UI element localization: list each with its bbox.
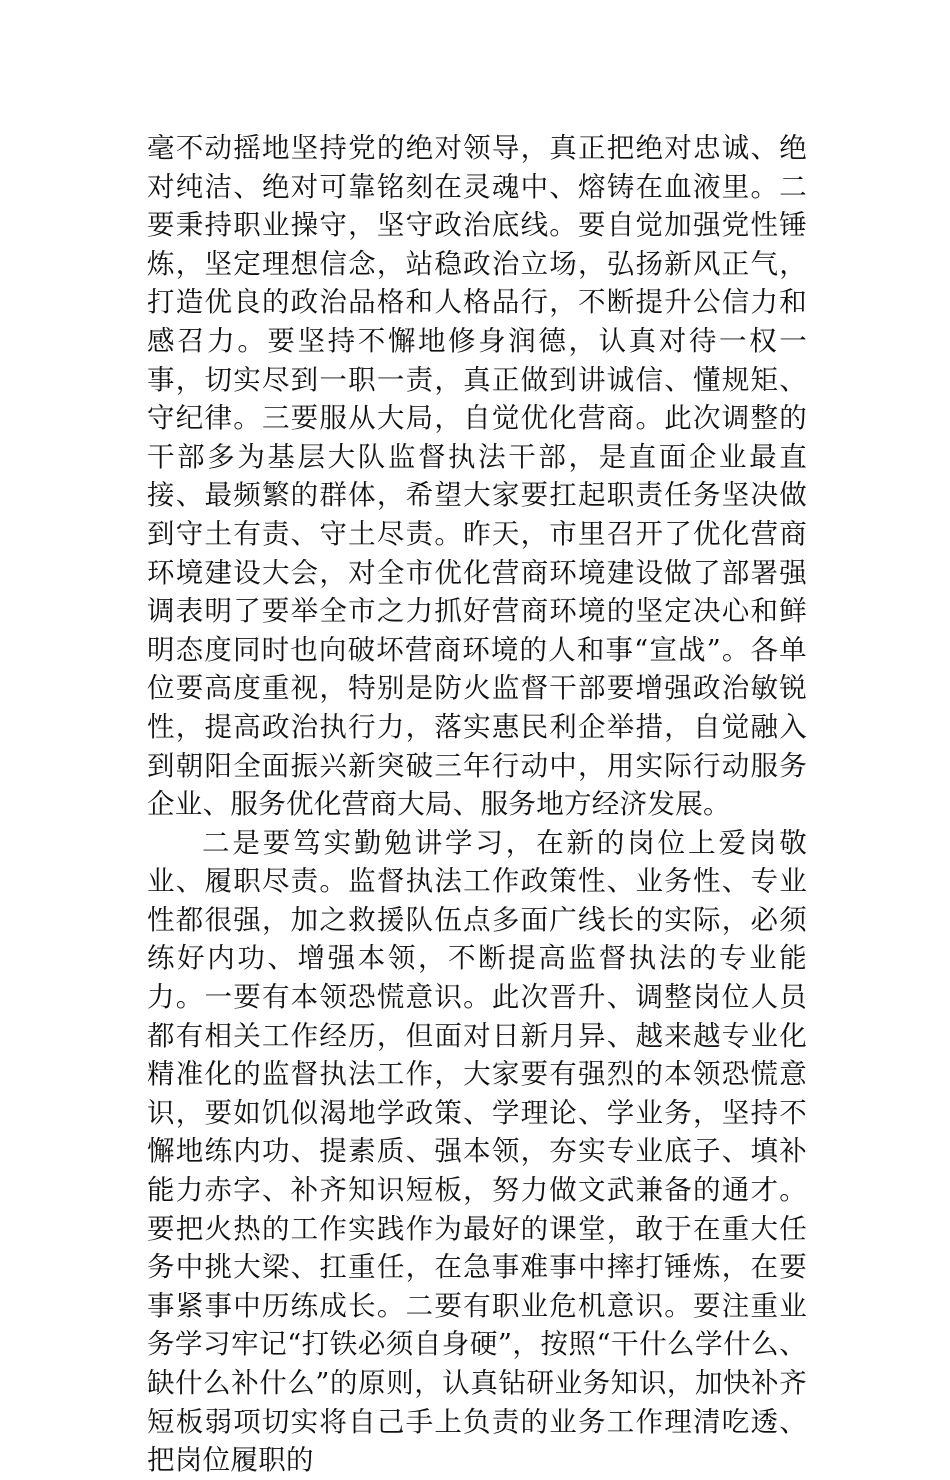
paragraph-continued: 毫不动摇地坚持党的绝对领导，真正把绝对忠诚、绝对纯洁、绝对可靠铭刻在灵魂中、熔铸在血液里。二要秉持职业操守，坚守政治底线。要自觉加强党性锤炼，坚定理想信念，站稳政治立场，弘扬新风正气，打造优良的政治品格和人格品行，不断提升公信力和感召力。要坚持不懈地修身润德，认真对待一权一事，切实尽到一职一责，真正做到讲诚信、懂规矩、守纪律。三要服从大局，自觉优化营商。此次调整的干部多为基层大队监督执法干部，是直面企业最直接、最频繁的群体，希望大家要扛起职责任务坚决做到守土有责、守土尽责。昨天，市里召开了优化营商环境建设大会，对全市优化营商环境建设做了部署强调表明了要举全市之力抓好营商环境的坚定决心和鲜明态度同时也向破坏营商环境的人和事“宣战”。各单位要高度重视，特别是防火监督干部要增强政治敏锐性，提高政治执行力，落实惠民利企举措，自觉融入到朝阳全面振兴新突破三年行动中，用实际行动服务企业、服务优化营商大局、服务地方经济发展。 [147,132,807,821]
paragraph-second-point: 二是要笃实勤勉讲学习，在新的岗位上爱岗敬业、履职尽责。监督执法工作政策性、业务性、专业性都很强，加之救援队伍点多面广线长的实际，必须练好内功、增强本领，不断提高监督执法的专业能力。一要有本领恐慌意识。此次晋升、调整岗位人员都有相关工作经历，但面对日新月异、越来越专业化精准化的监督执法工作，大家要有强烈的本领恐慌意识，要如饥似渴地学政策、学理论、学业务，坚持不懈地练内功、提素质、强本领，夯实专业底子、填补能力赤字、补齐知识短板，努力做文武兼备的通才。要把火热的工作实践作为最好的课堂，敢于在重大任务中挑大梁、扛重任，在急事难事中摔打锤炼，在要事紧事中历练成长。二要有职业危机意识。要注重业务学习牢记“打铁必须自身硬”，按照“干什么学什么、缺什么补什么”的原则，认真钻研业务知识，加快补齐短板弱项切实将自己手上负责的业务工作理清吃透、把岗位履职的 [147,826,807,1477]
document-body [147,129,807,1480]
